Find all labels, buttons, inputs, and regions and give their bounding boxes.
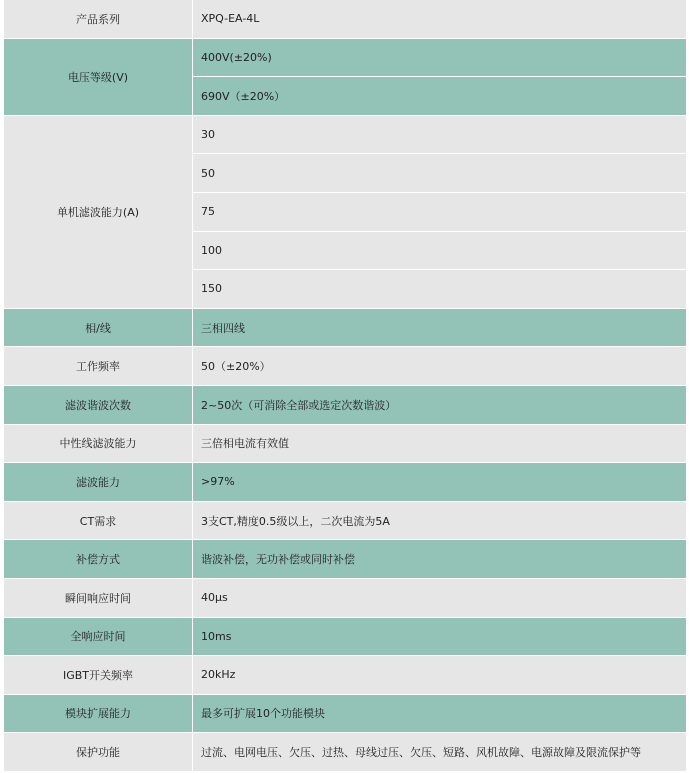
value-cell: XPQ-EA-4L <box>193 0 686 39</box>
value-cell: 50 <box>193 154 686 193</box>
spec-table <box>4 0 686 772</box>
value-cell: 50（±20%） <box>193 347 686 386</box>
row-values-neutral-filter <box>193 425 686 464</box>
value-cell: 最多可扩展10个功能模块 <box>193 695 686 734</box>
value-cell: 150 <box>193 270 686 309</box>
row-label-voltage: 电压等级(V) <box>4 39 193 116</box>
row-label-harmonic-orders: 滤波谐波次数 <box>4 386 193 425</box>
row-values-frequency <box>193 347 686 386</box>
value-cell: 三相四线 <box>193 309 686 348</box>
row-label-module-expansion: 模块扩展能力 <box>4 695 193 734</box>
value-cell: 3支CT,精度0.5级以上，二次电流为5A <box>193 502 686 541</box>
value-cell: 100 <box>193 232 686 271</box>
row-values-filter-capacity <box>193 116 686 309</box>
row-values-voltage <box>193 39 686 116</box>
value-cell: 三倍相电流有效值 <box>193 425 686 464</box>
row-label-filter-rate: 滤波能力 <box>4 463 193 502</box>
value-cell: 2~50次（可消除全部或选定次数谐波） <box>193 386 686 425</box>
row-values-igbt-frequency <box>193 656 686 695</box>
row-values-compensation-mode <box>193 540 686 579</box>
row-values-full-response <box>193 618 686 657</box>
row-label-filter-capacity: 单机滤波能力(A) <box>4 116 193 309</box>
row-values-product-series <box>193 0 686 39</box>
value-cell: 30 <box>193 116 686 155</box>
row-label-igbt-frequency: IGBT开关频率 <box>4 656 193 695</box>
row-values-protection <box>193 733 686 772</box>
row-label-instant-response: 瞬间响应时间 <box>4 579 193 618</box>
row-values-harmonic-orders <box>193 386 686 425</box>
row-values-phase-wire <box>193 309 686 348</box>
row-label-compensation-mode: 补偿方式 <box>4 540 193 579</box>
row-label-frequency: 工作频率 <box>4 347 193 386</box>
row-label-phase-wire: 相/线 <box>4 309 193 348</box>
row-label-product-series: 产品系列 <box>4 0 193 39</box>
value-cell: >97% <box>193 463 686 502</box>
row-values-ct-requirement <box>193 502 686 541</box>
value-cell: 40μs <box>193 579 686 618</box>
row-label-protection: 保护功能 <box>4 733 193 772</box>
row-values-filter-rate <box>193 463 686 502</box>
value-cell: 75 <box>193 193 686 232</box>
row-label-ct-requirement: CT需求 <box>4 502 193 541</box>
row-values-instant-response <box>193 579 686 618</box>
value-cell: 20kHz <box>193 656 686 695</box>
row-values-module-expansion <box>193 695 686 734</box>
value-cell: 400V(±20%) <box>193 39 686 78</box>
value-cell: 10ms <box>193 618 686 657</box>
row-label-full-response: 全响应时间 <box>4 618 193 657</box>
value-cell: 谐波补偿，无功补偿或同时补偿 <box>193 540 686 579</box>
value-cell: 690V（±20%） <box>193 77 686 116</box>
row-label-neutral-filter: 中性线滤波能力 <box>4 425 193 464</box>
value-cell: 过流、电网电压、欠压、过热、母线过压、欠压、短路、风机故障、电源故障及限流保护等 <box>193 733 686 772</box>
